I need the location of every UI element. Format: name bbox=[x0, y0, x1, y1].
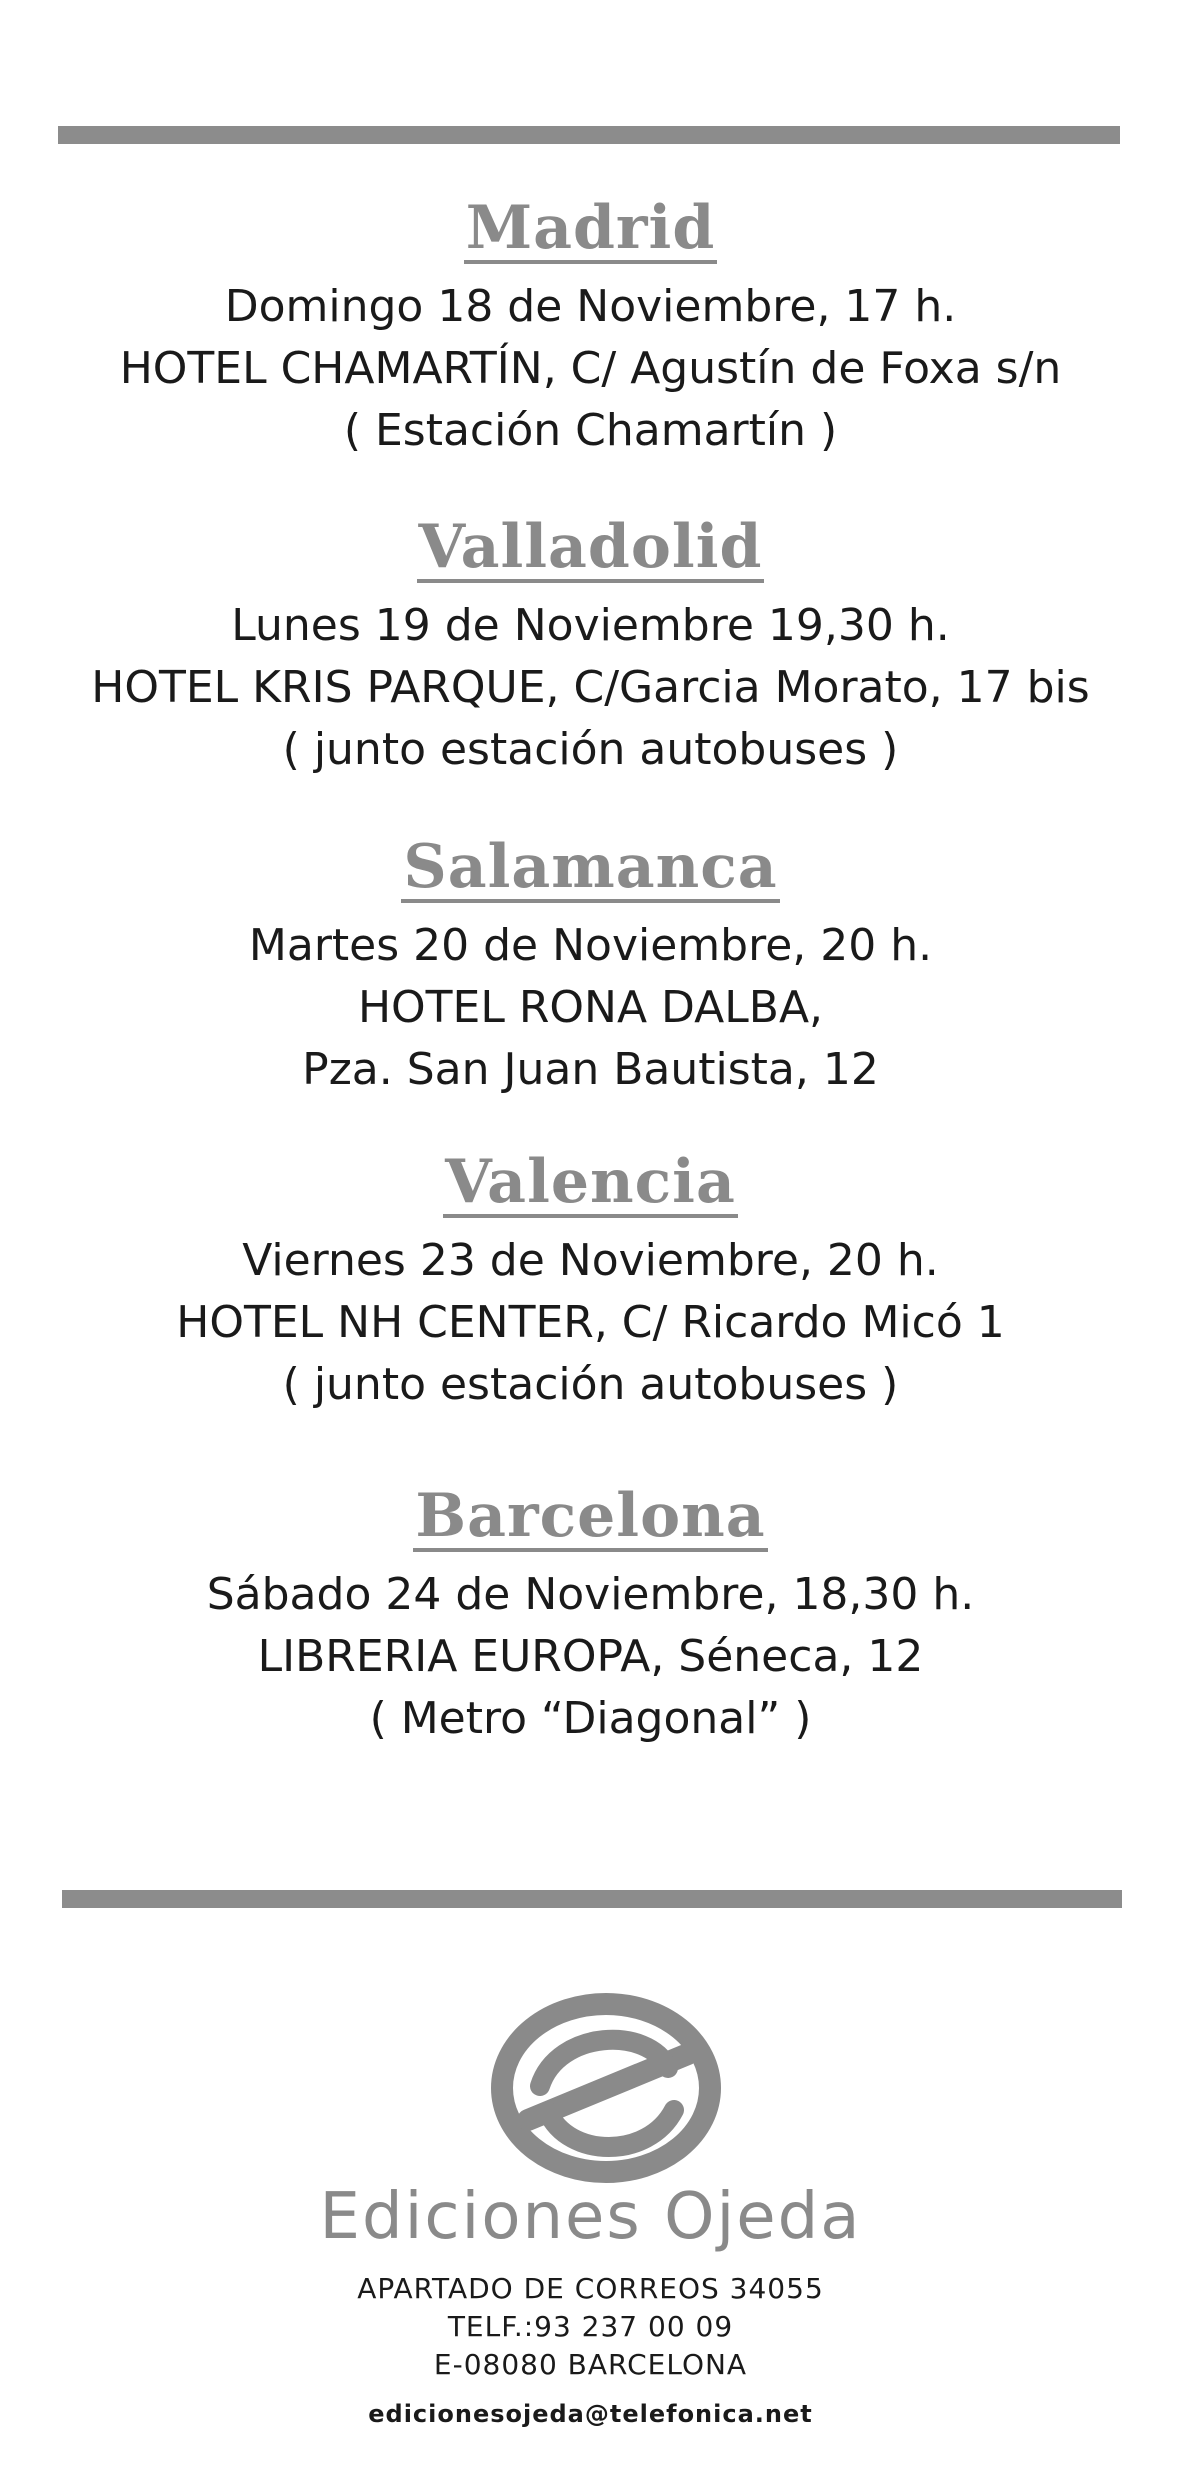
postal-box: APARTADO DE CORREOS 34055 bbox=[357, 2272, 824, 2305]
event-valencia bbox=[0, 1147, 1181, 1416]
event-venue-note: ( junto estación autobuses ) bbox=[282, 724, 899, 775]
event-salamanca bbox=[0, 832, 1181, 1101]
event-valladolid bbox=[0, 512, 1181, 781]
event-venue: HOTEL CHAMARTÍN, C/ Agustín de Foxa s/n bbox=[119, 343, 1062, 394]
event-venue-note: ( Metro “Diagonal” ) bbox=[369, 1693, 812, 1744]
event-venue: HOTEL RONA DALBA, bbox=[357, 982, 824, 1033]
event-date: Viernes 23 de Noviembre, 20 h. bbox=[242, 1235, 939, 1286]
phone-number: TELF.:93 237 00 09 bbox=[447, 2310, 734, 2343]
event-venue-address: Pza. San Juan Bautista, 12 bbox=[302, 1044, 879, 1095]
event-venue: HOTEL KRIS PARQUE, C/Garcia Morato, 17 bis bbox=[91, 662, 1090, 713]
email-address: edicionesojeda@telefonica.net bbox=[368, 2400, 813, 2428]
event-date: Martes 20 de Noviembre, 20 h. bbox=[248, 920, 933, 971]
bottom-divider bbox=[62, 1890, 1122, 1908]
city-heading: Salamanca bbox=[403, 832, 778, 902]
city-heading: Madrid bbox=[465, 193, 716, 263]
event-venue-note: ( Estación Chamartín ) bbox=[343, 405, 838, 456]
event-date: Sábado 24 de Noviembre, 18,30 h. bbox=[206, 1569, 975, 1620]
ediciones-ojeda-logo-icon bbox=[488, 1990, 724, 2186]
publisher-name: Ediciones Ojeda bbox=[319, 2180, 862, 2254]
event-venue-note: ( junto estación autobuses ) bbox=[282, 1359, 899, 1410]
publisher-address bbox=[0, 2270, 1181, 2434]
event-venue: HOTEL NH CENTER, C/ Ricardo Micó 1 bbox=[176, 1297, 1005, 1348]
postal-code-city: E-08080 BARCELONA bbox=[433, 2348, 748, 2381]
city-heading: Valencia bbox=[445, 1147, 736, 1217]
event-barcelona bbox=[0, 1481, 1181, 1750]
event-venue: LIBRERIA EUROPA, Séneca, 12 bbox=[257, 1631, 924, 1682]
city-heading: Barcelona bbox=[415, 1481, 766, 1551]
top-divider bbox=[58, 126, 1120, 144]
city-heading: Valladolid bbox=[418, 512, 763, 582]
event-date: Lunes 19 de Noviembre 19,30 h. bbox=[231, 600, 950, 651]
event-date: Domingo 18 de Noviembre, 17 h. bbox=[224, 281, 957, 332]
event-madrid bbox=[0, 193, 1181, 462]
